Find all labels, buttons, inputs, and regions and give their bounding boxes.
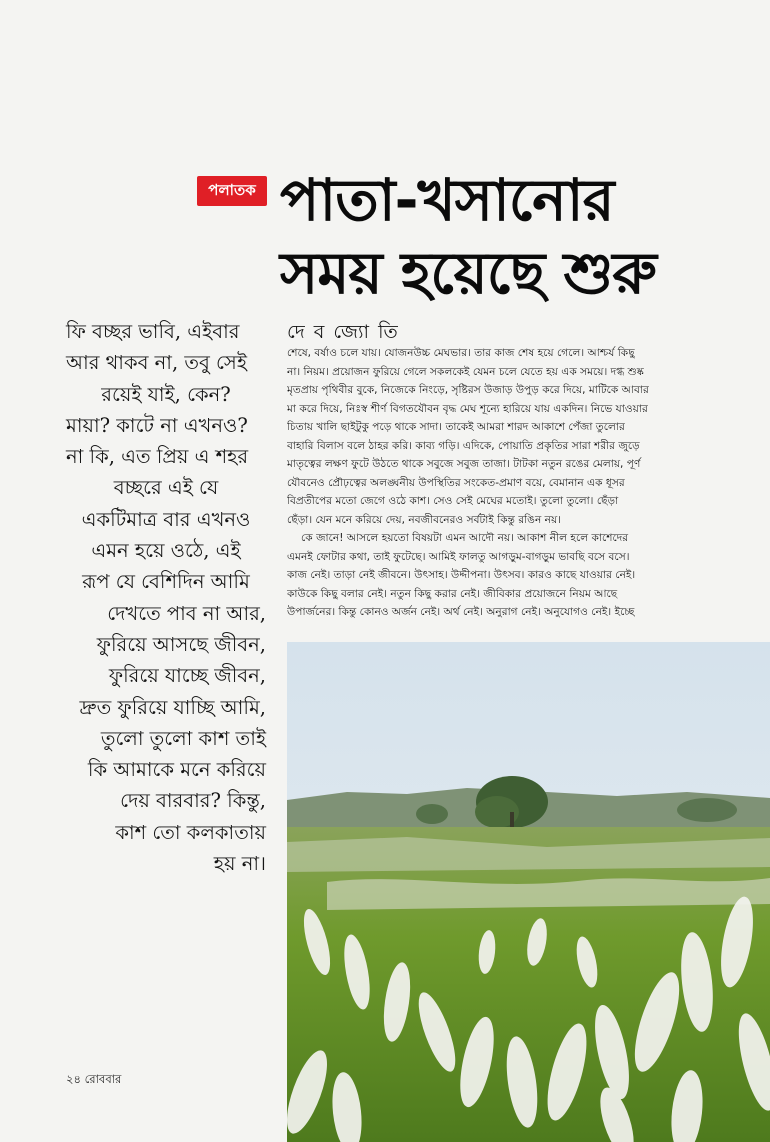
kash-field-photo — [287, 642, 770, 1142]
pull-quote-line: দ্রুত ফুরিয়ে যাচ্ছি আমি, — [79, 695, 266, 719]
pull-quote-line: কি আমাকে মনে করিয়ে — [87, 758, 266, 782]
pull-quote-line: হয় না। — [213, 852, 266, 876]
body-line: না। নিয়ম। প্রয়োজন ফুরিয়ে গেলে সকলকেই যেমন চলে যেতে হয় এক সময়ে। দগ্ধ শুষ্ক — [287, 365, 644, 378]
pull-quote-line: রয়েই যাই, কেন? — [101, 382, 231, 406]
byline: দে ব জ্যো তি — [287, 321, 398, 343]
body-line: শেষে, বর্ষাও চলে যায়। যোজনউচ্চ মেঘভার। তার কাজ শেষ হয়ে গেলে। আশ্চর্য কিছু — [287, 347, 635, 359]
pull-quote-line: রূপ যে বেশিদিন আমি — [82, 570, 250, 594]
pull-quote-line: এমন হয়ে ওঠে, এই — [91, 539, 241, 563]
pull-quote-line: তুলো তুলো কাশ তাই — [100, 726, 266, 750]
body-line: কাউকে কিছু বলার নেই। নতুন কিছু করার নেই। জীবিকার প্রয়োজনে নিয়ম আছে — [287, 587, 618, 600]
page-footer: ২৪ রোববার — [66, 1072, 122, 1086]
body-line: কাজ নেই। তাড়া নেই জীবনে। উৎসাহ। উদ্দীপনা। উৎসব। কারও কাছে যাওয়ার নেই। — [287, 569, 636, 581]
pull-quote-line: দেখতে পাব না আর, — [107, 601, 266, 625]
headline-line-1: পাতা-খসানোর — [280, 166, 614, 234]
pull-quote-line: কাশ তো কলকাতায় — [115, 820, 266, 844]
pull-quote-line: মায়া? কাটে না এখনও? — [66, 413, 248, 437]
pull-quote-line: না কি, এত প্রিয় এ শহর — [66, 445, 249, 469]
pull-quote-line: দেয় বারবার? কিন্তু, — [120, 789, 266, 813]
body-line: কে জানে! আসলে হয়তো বিষয়টা এমন আদৌ নয়। আকাশ নীল হলে কাশেদের — [301, 532, 629, 544]
body-line: ছেঁড়া। যেন মনে করিয়ে দেয়, নবজীবনেরও সর্বটাই কিন্তু রঙিন নয়। — [287, 513, 561, 526]
body-line: যৌবনেও প্রৌঢ়ত্বের অলঙ্ঘনীয় উপস্থিতির সংকেত-প্রমাণ বয়ে, বেমানান এক ধূসর — [287, 476, 625, 489]
body-line: মাতৃত্বের লক্ষণ ফুটে উঠতে থাকে সবুজে সবুজ তাজা। টাটকা নতুন রঙের মেলায়, পূর্ণ — [287, 458, 641, 470]
pull-quote-line: একটিমাত্র বার এখনও — [81, 507, 251, 531]
body-line: এমনই ফোটার কথা, তাই ফুটেছে। আমিই ফালতু আগড়ুম-বাগড়ুম ভাবছি বসে বসে। — [287, 550, 630, 563]
body-line: বাহারি বিলাস বলে ঠাহর করি। কাব্য গড়ি। এদিকে, পোয়াতি প্রকৃতির সারা শরীর জুড়ে — [287, 439, 640, 452]
body-line: বিপ্রতীপের মতো জেগে ওঠে কাশ। সেও সেই মেঘের মতোই। তুলো তুলো। ছেঁড়া — [287, 495, 619, 507]
pull-quote-line: ফুরিয়ে যাচ্ছে জীবন, — [108, 664, 266, 688]
pull-quote-line: বচ্ছরে এই যে — [113, 476, 219, 500]
body-line: উপার্জনের। কিন্তু কোনও অর্জন নেই। অর্থ নেই। অনুরাগ নেই। অনুযোগও নেই। ইচ্ছে — [287, 606, 635, 618]
section-tag: পলাতক — [197, 176, 267, 206]
body-line: মৃতপ্রায় পৃথিবীর বুকে, নিজেকে নিংড়ে, সৃষ্টিরস উজাড় উপুড় করে দিয়ে, মাটিকে আবার — [287, 384, 649, 396]
body-line: চিতায় খালি ছাইটুকু পড়ে থাকে সাদা। তাকেই আমরা শারদ আকাশে পেঁজা তুলোর — [287, 421, 625, 433]
pull-quote — [66, 316, 266, 879]
pull-quote-line: ফুরিয়ে আসছে জীবন, — [96, 632, 266, 656]
pull-quote-line: আর থাকব না, তবু সেই — [66, 351, 247, 375]
article-body — [287, 344, 763, 622]
headline-line-2: সময় হয়েছে শুরু — [280, 239, 656, 307]
pull-quote-line: ফি বচ্ছর ভাবি, এইবার — [66, 320, 240, 343]
body-line: মা করে দিয়ে, নিঃস্ব শীর্ণ বিগতযৌবন বৃদ্ধ মেঘ শূন্যে হারিয়ে যায় একদিন। নিভে যাওয়ার — [287, 402, 648, 415]
